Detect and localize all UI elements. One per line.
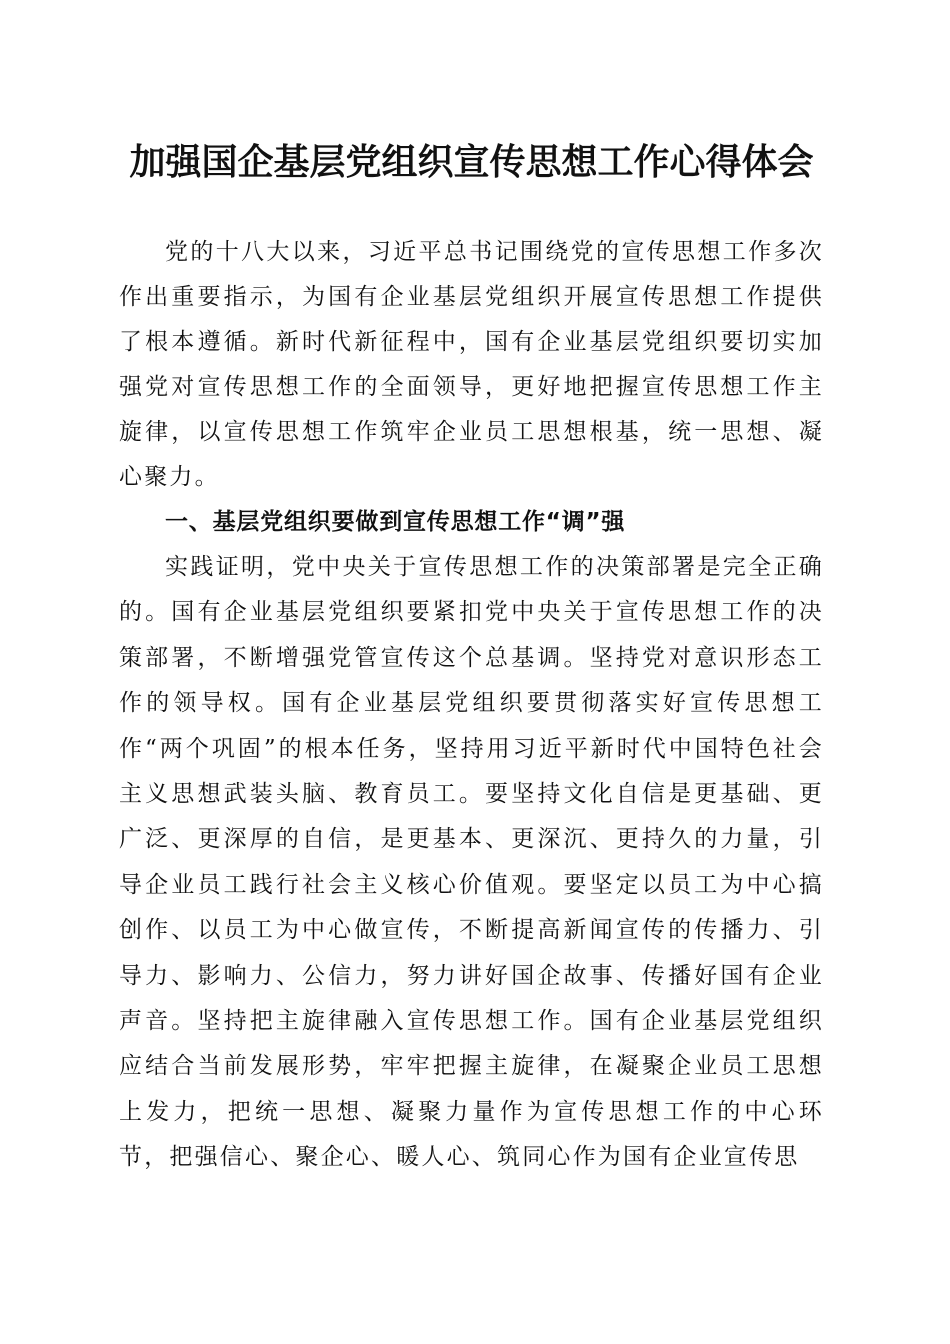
document-title: 加强国企基层党组织宣传思想工作心得体会: [129, 141, 814, 183]
section-1-paragraph: 实践证明，党中央关于宣传思想工作的决策部署是完全正确的。国有企业基层党组织要紧扣党中央关于宣传思想工作的决策部署，不断增强党管宣传这个总基调。坚持党对意识形态工作的领导权。国有企业基层党组织要贯彻落实好宣传思想工作“两个巩固”的根本任务，坚持用习近平新时代中国特色社会主义思想武装头脑、教育员工。要坚持文化自信是更基础、更广泛、更深厚的自信，是更基本、更深沉、更持久的力量，引导企业员工践行社会主义核心价值观。要坚定以员工为中心搞创作、以员工为中心做宣传，不断提高新闻宣传的传播力、引导力、影响力、公信力，努力讲好国企故事、传播好国有企业声音。坚持把主旋律融入宣传思想工作。国有企业基层党组织应结合当前发展形势，牢牢把握主旋律，在凝聚企业员工思想上发力，把统一思想、凝聚力量作为宣传思想工作的中心环节，把强信心、聚企心、暖人心、筑同心作为国有企业宣传思: [119, 554, 824, 1171]
section-heading-1: 一、基层党组织要做到宣传思想工作“调”强: [165, 509, 626, 535]
intro-paragraph: 党的十八大以来，习近平总书记围绕党的宣传思想工作多次作出重要指示，为国有企业基层党组织开展宣传思想工作提供了根本遵循。新时代新征程中，国有企业基层党组织要切实加强党对宣传思想工作的全面领导，更好地把握宣传思想工作主旋律，以宣传思想工作筑牢企业员工思想根基，统一思想、凝心聚力。: [119, 239, 824, 490]
